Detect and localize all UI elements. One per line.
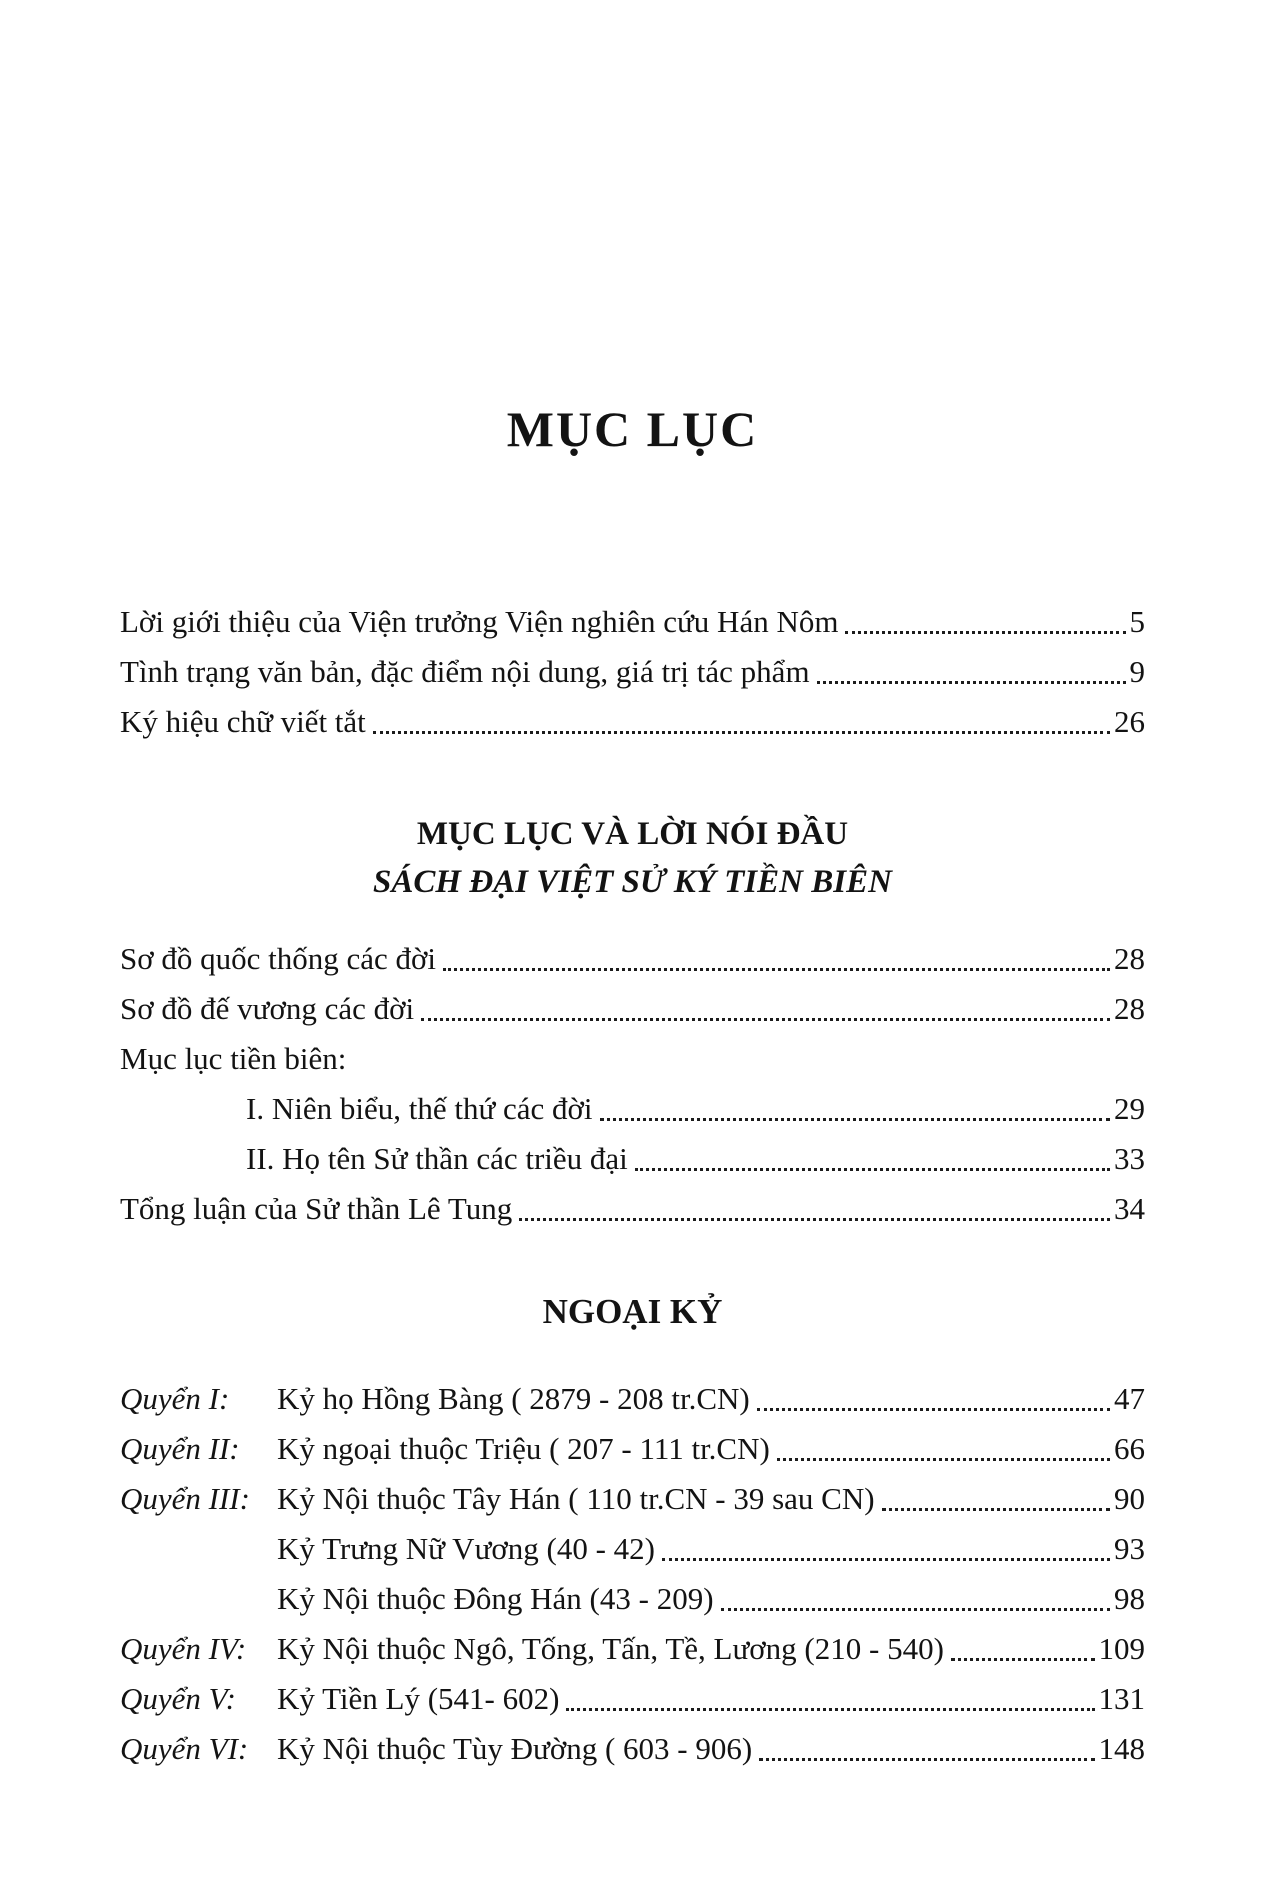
toc-entry-label: Quyển I: — [120, 1381, 230, 1416]
toc-entry-page: 5 — [1129, 604, 1145, 639]
toc-entry-page: 47 — [1114, 1381, 1145, 1416]
toc-entry — [120, 597, 1145, 647]
toc-entry-text: Kỷ Tiền Lý (541- 602) — [277, 1681, 560, 1716]
toc-entry — [120, 1524, 1145, 1574]
page-title: MỤC LỤC — [506, 401, 759, 457]
dot-leader — [519, 1218, 1110, 1221]
toc-entry-text: Mục lục tiền biên: — [120, 1041, 347, 1076]
toc-entry-page: 148 — [1098, 1731, 1145, 1766]
toc-entry-page: 66 — [1114, 1431, 1145, 1466]
toc-entry — [120, 1034, 1145, 1084]
toc-entry-text: Kỷ ngoại thuộc Triệu ( 207 - 111 tr.CN) — [277, 1431, 770, 1466]
toc-entry-text: Kỷ Nội thuộc Đông Hán (43 - 209) — [277, 1581, 714, 1616]
toc-entry-page: 34 — [1114, 1191, 1145, 1226]
toc-entry — [120, 1084, 1145, 1134]
section-heading-line1: MỤC LỤC VÀ LỜI NÓI ĐẦU — [416, 816, 849, 852]
dot-leader — [882, 1508, 1110, 1511]
dot-leader — [662, 1558, 1110, 1561]
toc-entry-page: 33 — [1114, 1141, 1145, 1176]
toc-entry-label: Quyển III: — [120, 1481, 250, 1516]
dot-leader — [635, 1168, 1110, 1171]
dot-leader — [421, 1018, 1110, 1021]
toc-entry-label: Quyển VI: — [120, 1731, 249, 1766]
toc-entry — [120, 1424, 1145, 1474]
toc-entry — [120, 934, 1145, 984]
toc-entry — [120, 697, 1145, 747]
toc-entry-text: I. Niên biểu, thế thứ các đời — [246, 1091, 593, 1126]
toc-entry-text: Sơ đồ đế vương các đời — [120, 991, 415, 1026]
front-matter-list — [120, 597, 1145, 747]
dot-leader — [566, 1708, 1094, 1711]
toc-entry — [120, 1474, 1145, 1524]
toc-entry-label: Quyển II: — [120, 1431, 240, 1466]
section-heading-preface — [120, 813, 1145, 904]
preface-entries-list — [120, 934, 1145, 1234]
toc-entry-text: Kỷ họ Hồng Bàng ( 2879 - 208 tr.CN) — [277, 1381, 750, 1416]
toc-entry — [120, 1574, 1145, 1624]
section-heading-line2: SÁCH ĐẠI VIỆT SỬ KÝ TIỀN BIÊN — [373, 864, 892, 900]
section-heading-ngoai-ky: NGOẠI KỶ — [542, 1292, 723, 1331]
dot-leader — [759, 1758, 1094, 1761]
toc-entry-label: Quyển V: — [120, 1681, 236, 1716]
toc-entry — [120, 984, 1145, 1034]
toc-entry-text: Sơ đồ quốc thống các đời — [120, 941, 437, 976]
dot-leader — [845, 631, 1125, 634]
toc-entry-text: II. Họ tên Sử thần các triều đại — [246, 1141, 628, 1176]
toc-entry-page: 9 — [1129, 654, 1145, 689]
toc-entry — [120, 647, 1145, 697]
toc-entry-text: Tổng luận của Sử thần Lê Tung — [120, 1191, 513, 1226]
dot-leader — [757, 1408, 1110, 1411]
toc-entry-text: Ký hiệu chữ viết tắt — [120, 704, 366, 739]
toc-entry-page: 29 — [1114, 1091, 1145, 1126]
toc-entry-text: Kỷ Nội thuộc Tây Hán ( 110 tr.CN - 39 sau CN) — [277, 1481, 875, 1516]
dot-leader — [373, 731, 1110, 734]
toc-entry — [120, 1374, 1145, 1424]
dot-leader — [951, 1658, 1095, 1661]
toc-entry-text: Kỷ Nội thuộc Tùy Đường ( 603 - 906) — [277, 1731, 753, 1766]
toc-entry — [120, 1624, 1145, 1674]
toc-entry-text: Tình trạng văn bản, đặc điểm nội dung, giá trị tác phẩm — [120, 654, 810, 689]
toc-entry-page: 98 — [1114, 1581, 1145, 1616]
toc-entry-text: Lời giới thiệu của Viện trưởng Viện nghiên cứu Hán Nôm — [120, 604, 839, 639]
toc-entry-page: 109 — [1098, 1631, 1145, 1666]
toc-entry-text: Kỷ Nội thuộc Ngô, Tống, Tấn, Tề, Lương (210 - 540) — [277, 1631, 944, 1666]
dot-leader — [721, 1608, 1110, 1611]
toc-entry-page: 28 — [1114, 941, 1145, 976]
toc-entry — [120, 1724, 1145, 1774]
toc-entry — [120, 1674, 1145, 1724]
toc-entry-label: Quyển IV: — [120, 1631, 247, 1666]
toc-entry-page: 93 — [1114, 1531, 1145, 1566]
toc-entry-page: 131 — [1098, 1681, 1145, 1716]
toc-entry-text: Kỷ Trưng Nữ Vương (40 - 42) — [277, 1531, 655, 1566]
toc-entry — [120, 1184, 1145, 1234]
ngoai-ky-entries-list — [120, 1374, 1145, 1774]
toc-entry-page: 90 — [1114, 1481, 1145, 1516]
dot-leader — [817, 681, 1126, 684]
dot-leader — [777, 1458, 1110, 1461]
toc-entry — [120, 1134, 1145, 1184]
dot-leader — [600, 1118, 1110, 1121]
dot-leader — [443, 968, 1110, 971]
toc-entry-page: 28 — [1114, 991, 1145, 1026]
toc-entry-page: 26 — [1114, 704, 1145, 739]
